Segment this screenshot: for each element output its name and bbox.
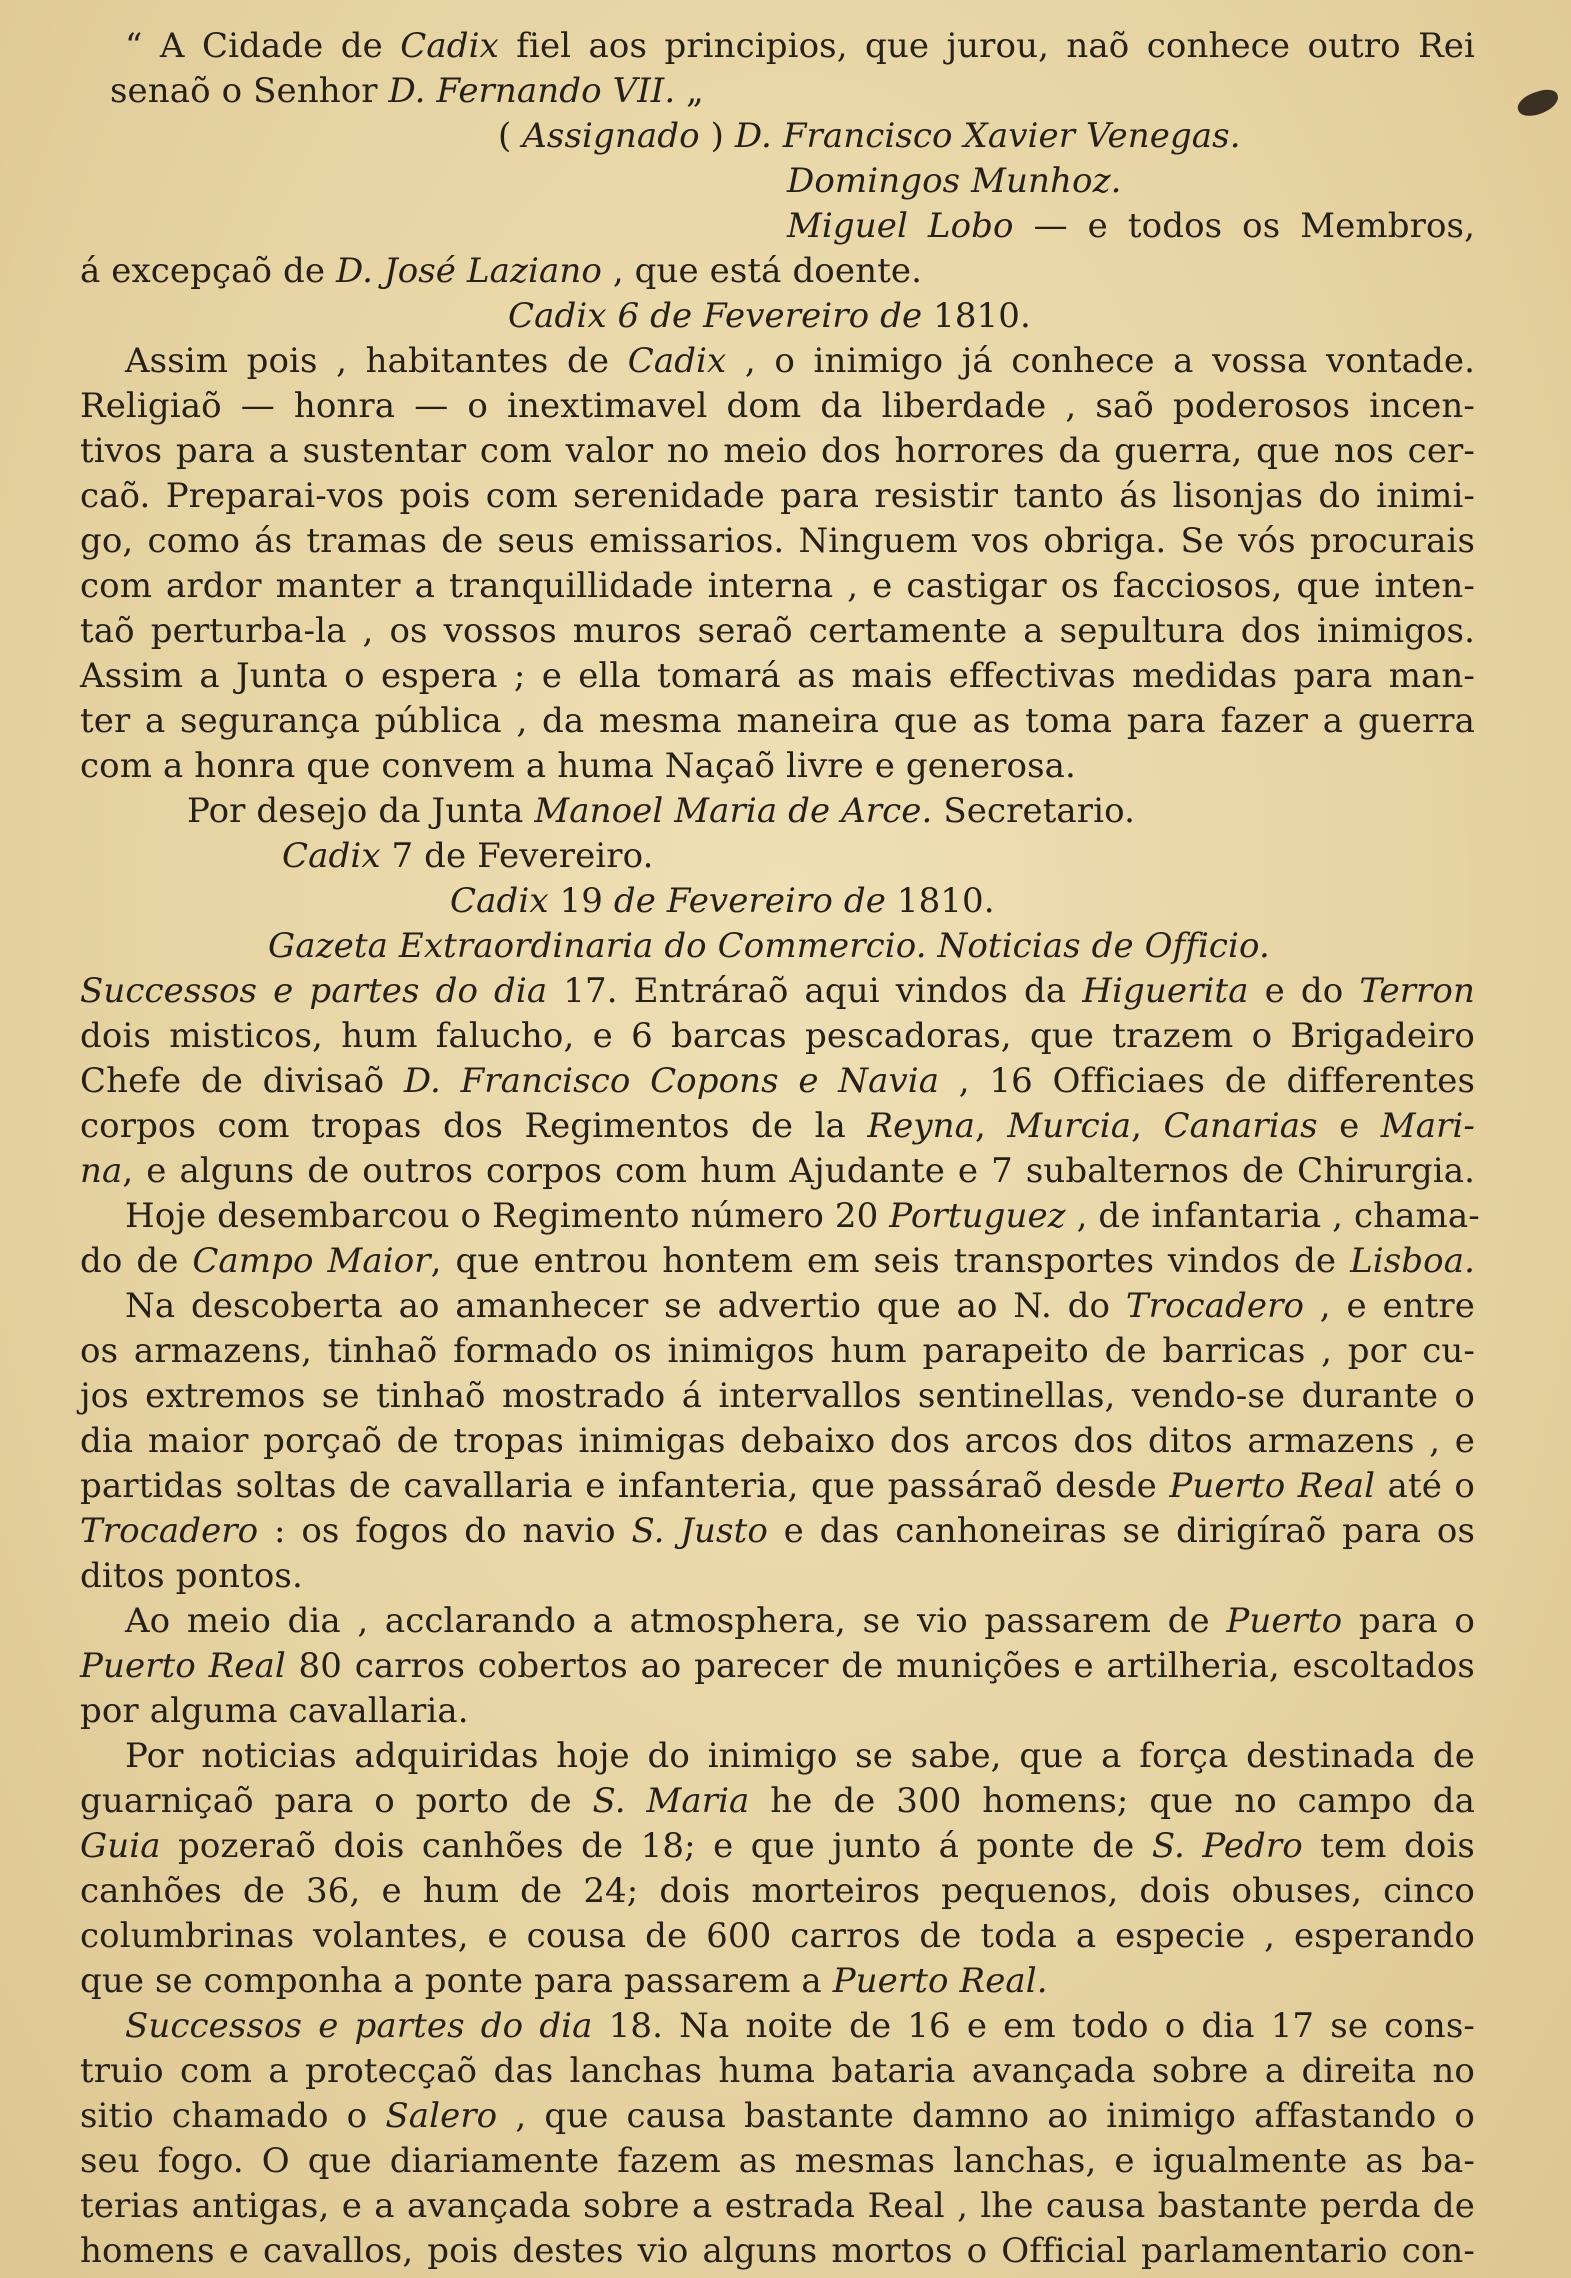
text-run: go, como ás tramas de seus emissarios. Ninguem vos obriga. Se vós procurais <box>80 521 1475 561</box>
italic-run: Assignado <box>522 116 700 156</box>
italic-run: Successos e partes do dia <box>80 971 548 1011</box>
italic-run: Cadix 6 de Fevereiro de <box>508 296 923 336</box>
text-run: Na descoberta ao amanhecer se advertio que ao N. do <box>125 1286 1126 1326</box>
italic-run: de Fevereiro de <box>613 881 886 921</box>
text-run: 19 <box>548 881 614 921</box>
text-run: 1810. <box>885 881 995 921</box>
text-run: á excepçaõ de <box>80 251 336 291</box>
text-run: senaõ o Senhor <box>110 71 389 111</box>
italic-run: Salero <box>385 2096 498 2136</box>
italic-run: D. José Laziano <box>336 251 602 291</box>
text-line <box>80 2049 1475 2093</box>
text-run: Secretario. <box>932 791 1136 831</box>
italic-run: Mari- <box>1380 1106 1475 1146</box>
text-run: por alguma cavallaria. <box>80 1691 469 1731</box>
text-run: sitio chamado o <box>80 2096 386 2136</box>
text-run: Ao meio dia , acclarando a atmosphera, se vio passarem de <box>125 1601 1227 1641</box>
text-run: com ardor manter a tranquillidade interna , e castigar os facciosos, que inten- <box>80 566 1475 606</box>
text-line <box>80 609 1475 653</box>
text-run: 7 de Fevereiro. <box>380 836 654 876</box>
text-line <box>80 744 1475 788</box>
italic-run: Portuguez <box>889 1196 1066 1236</box>
text-line <box>268 924 1475 968</box>
text-run: : os fogos do navio <box>258 1511 632 1551</box>
italic-run: Lisboa. <box>1350 1241 1475 1281</box>
italic-run: Terron <box>1359 971 1475 1011</box>
text-run: , o inimigo já conhece a vossa vontade. <box>726 341 1475 381</box>
text-line <box>80 969 1475 1013</box>
italic-run: Cadix <box>450 881 549 921</box>
text-line <box>125 24 1475 68</box>
text-line <box>110 69 1475 113</box>
text-run: homens e cavallos, pois destes vio alguns mortos o Official parlamentario con- <box>80 2231 1475 2271</box>
italic-run: Guia <box>80 1826 161 1866</box>
text-run: os armazens, tinhaõ formado os inimigos hum parapeito de barricas , por cu- <box>80 1331 1475 1371</box>
italic-run: Murcia <box>1007 1106 1132 1146</box>
text-run: he de 300 homens; que no campo da <box>749 1781 1475 1821</box>
text-line <box>80 1644 1475 1688</box>
text-run: e <box>1317 1106 1381 1146</box>
text-run: que se componha a ponte para passarem a <box>80 1961 833 2001</box>
italic-run: Miguel Lobo <box>787 206 1014 246</box>
text-line <box>80 1869 1475 1913</box>
text-line <box>125 339 1475 383</box>
text-run: dois misticos, hum falucho, e 6 barcas pescadoras, que trazem o Brigadeiro <box>80 1016 1475 1056</box>
text-run: e do <box>1248 971 1360 1011</box>
text-run: , 16 Officiaes de differentes <box>939 1061 1475 1101</box>
italic-run: Cadix <box>627 341 727 381</box>
italic-run: S. Justo <box>631 1511 768 1551</box>
italic-run: Domingos Munhoz. <box>787 161 1122 201</box>
text-line <box>125 1734 1475 1778</box>
text-run: corpos com tropas dos Regimentos de la <box>80 1106 868 1146</box>
text-line <box>125 1284 1475 1328</box>
text-run: 80 carros cobertos ao parecer de munições e artilheria, escoltados <box>285 1646 1475 1686</box>
text-line <box>80 1779 1475 1823</box>
italic-run: D. Fernando VII. <box>388 71 676 111</box>
italic-run: Higuerita <box>1082 971 1249 1011</box>
text-run: caõ. Preparai-vos pois com serenidade para resistir tanto ás lisonjas do inimi- <box>80 476 1475 516</box>
text-run: , <box>1131 1106 1164 1146</box>
italic-run: Trocadero <box>80 1511 259 1551</box>
ink-blot <box>1515 86 1562 120</box>
italic-run: Successos e partes do dia <box>125 2006 593 2046</box>
text-line <box>80 1419 1475 1463</box>
text-run: seu fogo. O que diariamente fazem as mesmas lanchas, e igualmente as ba- <box>80 2141 1475 2181</box>
text-line <box>80 2094 1475 2138</box>
text-line <box>80 474 1475 518</box>
italic-run: Reyna <box>867 1106 976 1146</box>
text-line <box>80 1104 1475 1148</box>
text-run: taõ perturba-la , os vossos muros seraõ certamente a sepultura dos inimigos. <box>80 611 1475 651</box>
text-line <box>80 429 1475 473</box>
text-run: Por noticias adquiridas hoje do inimigo se sabe, que a força destinada de <box>125 1736 1475 1776</box>
text-line <box>80 1509 1475 1553</box>
text-run: do de <box>80 1241 193 1281</box>
text-run: ( <box>498 116 523 156</box>
text-run: jos extremos se tinhaõ mostrado á intervallos sentinellas, vendo-se durante o <box>80 1376 1475 1416</box>
text-run: ) <box>699 116 735 156</box>
text-run: , que causa bastante damno ao inimigo affastando o <box>497 2096 1475 2136</box>
text-run: com a honra que convem a huma Naçaõ livre e generosa. <box>80 746 1076 786</box>
italic-run: Trocadero <box>1125 1286 1305 1326</box>
text-run: canhões de 36, e hum de 24; dois morteiros pequenos, dois obuses, cinco <box>80 1871 1475 1911</box>
text-line <box>80 1824 1475 1868</box>
text-line <box>80 654 1475 698</box>
text-run: truio com a protecçaõ das lanchas huma bataria avançada sobre a direita no <box>80 2051 1475 2091</box>
text-line <box>125 1599 1475 1643</box>
text-line <box>80 699 1475 743</box>
italic-run: D. Francisco Copons e Navia <box>403 1061 940 1101</box>
italic-run: Puerto Real. <box>832 1961 1048 2001</box>
text-run: 17. Entráraõ aqui vindos da <box>547 971 1083 1011</box>
text-run: tivos para a sustentar com valor no meio dos horrores da guerra, que nos cer- <box>80 431 1475 471</box>
text-line <box>80 1059 1475 1103</box>
italic-run: D. Francisco Xavier Venegas. <box>734 116 1241 156</box>
text-line <box>80 1959 1475 2003</box>
text-run: , <box>975 1106 1008 1146</box>
text-run: Chefe de divisaõ <box>80 1061 404 1101</box>
text-line <box>80 1014 1475 1058</box>
text-run: — e todos os Membros, <box>1013 206 1475 246</box>
text-line <box>80 1914 1475 1958</box>
italic-run: Puerto <box>1226 1601 1343 1641</box>
text-run: dia maior porçaõ de tropas inimigas debaixo dos arcos dos ditos armazens , e <box>80 1421 1475 1461</box>
italic-run: S. Pedro <box>1151 1826 1303 1866</box>
text-run: guarniçaõ para o porto de <box>80 1781 593 1821</box>
text-run: Religiaõ — honra — o inextimavel dom da liberdade , saõ poderosos incen- <box>80 386 1475 426</box>
text-line <box>80 2184 1475 2228</box>
italic-run: Gazeta Extraordinaria do Commercio. Noticias de Officio. <box>268 926 1270 966</box>
text-line <box>80 1374 1475 1418</box>
italic-run: Puerto Real <box>80 1646 286 1686</box>
text-line <box>80 1239 1475 1283</box>
text-line <box>125 2004 1475 2048</box>
text-line <box>282 834 1475 878</box>
text-run: até o <box>1375 1466 1475 1506</box>
text-run: , e alguns de outros corpos com hum Ajudante e 7 subalternos de Chirurgia. <box>122 1151 1475 1191</box>
italic-run: Cadix <box>282 836 381 876</box>
text-line <box>450 879 1475 923</box>
text-line <box>80 1554 1475 1598</box>
text-run: ditos pontos. <box>80 1556 303 1596</box>
text-line <box>787 159 1475 203</box>
text-run: „ <box>675 71 704 111</box>
text-line <box>80 384 1475 428</box>
text-run: , que entrou hontem em seis transportes vindos de <box>430 1241 1351 1281</box>
text-run: Por desejo da Junta <box>187 791 535 831</box>
text-run: pozeraõ dois canhões de 18; e que junto á ponte de <box>160 1826 1152 1866</box>
italic-run: Campo Maior <box>192 1241 431 1281</box>
text-run: Assim a Junta o espera ; e ella tomará as mais effectivas medidas para man- <box>80 656 1475 696</box>
italic-run: Cadix <box>400 26 499 66</box>
italic-run: S. Maria <box>592 1781 750 1821</box>
italic-run: Manoel Maria de Arce. <box>534 791 933 831</box>
text-run: 1810. <box>922 296 1031 336</box>
text-line <box>125 1194 1480 1238</box>
text-run: , e entre <box>1304 1286 1475 1326</box>
italic-run: Puerto Real <box>1169 1466 1376 1506</box>
text-line <box>508 294 1475 338</box>
text-line <box>80 1689 1475 1733</box>
italic-run: Canarias <box>1163 1106 1318 1146</box>
text-run: , de infantaria , chama- <box>1065 1196 1480 1236</box>
text-line <box>80 564 1475 608</box>
text-line <box>498 114 1475 158</box>
text-run: Hoje desembarcou o Regimento número 20 <box>125 1196 890 1236</box>
text-run: fiel aos principios, que jurou, naõ conhece outro Rei <box>498 26 1476 66</box>
text-line <box>80 2139 1475 2183</box>
text-line <box>80 519 1475 563</box>
text-line <box>80 2229 1475 2273</box>
text-run: partidas soltas de cavallaria e infanteria, que passáraõ desde <box>80 1466 1170 1506</box>
text-line <box>80 1329 1475 1373</box>
text-run: para o <box>1342 1601 1475 1641</box>
text-run: columbrinas volantes, e cousa de 600 carros de toda a especie , esperando <box>80 1916 1475 1956</box>
text-run: “ A Cidade de <box>125 26 401 66</box>
text-line <box>80 1464 1475 1508</box>
text-run: tem dois <box>1302 1826 1475 1866</box>
text-run: , que está doente. <box>601 251 922 291</box>
text-run: e das canhoneiras se dirigíraõ para os <box>767 1511 1475 1551</box>
text-run: 18. Na noite de 16 e em todo o dia 17 se cons- <box>592 2006 1475 2046</box>
italic-run: na <box>80 1151 123 1191</box>
text-run: Assim pois , habitantes de <box>125 341 628 381</box>
text-line <box>80 249 1475 293</box>
text-line <box>80 1149 1475 1193</box>
text-line <box>187 789 1475 833</box>
text-run: terias antigas, e a avançada sobre a estrada Real , lhe causa bastante perda de <box>80 2186 1475 2226</box>
text-run: ter a segurança pública , da mesma maneira que as toma para fazer a guerra <box>80 701 1475 741</box>
text-line <box>787 204 1475 248</box>
